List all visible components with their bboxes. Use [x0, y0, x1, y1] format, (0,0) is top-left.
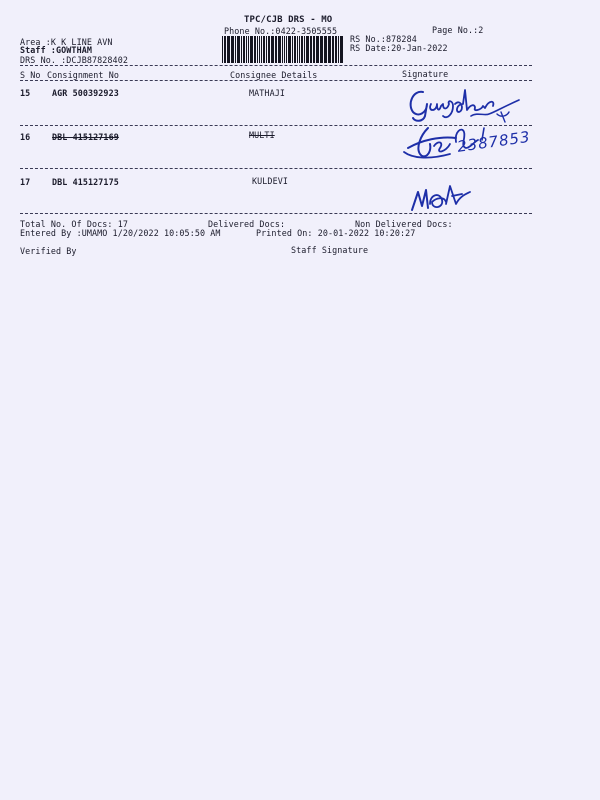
col-header-signature: Signature: [402, 69, 449, 79]
row-consignment: DBL 415127169: [52, 132, 119, 142]
page-number: Page No.:2: [432, 25, 484, 35]
divider: [20, 65, 532, 66]
handwritten-signature-row15: [405, 82, 525, 126]
barcode-bar: [254, 36, 256, 63]
entered-by: Entered By :UMAMO 1/20/2022 10:05:50 AM: [20, 228, 221, 238]
barcode-bar: [316, 36, 319, 63]
barcode-bar: [266, 36, 267, 63]
barcode-bar: [294, 36, 296, 63]
barcode-bar: [275, 36, 277, 63]
barcode-bar: [282, 36, 283, 63]
barcode-bar: [335, 36, 337, 63]
barcode-bar: [268, 36, 270, 63]
rs-date: RS Date:20-Jan-2022: [350, 43, 448, 53]
phone-number: Phone No.:0422-3505555: [224, 26, 338, 36]
verified-by: Verified By: [20, 246, 77, 256]
row-sno: 16: [20, 132, 31, 142]
barcode-bar: [246, 36, 247, 63]
barcode-bar: [301, 36, 303, 63]
barcode-bar: [261, 36, 262, 63]
barcode-bar: [324, 36, 327, 63]
barcode-bar: [250, 36, 253, 63]
divider: [20, 168, 532, 169]
row-sno: 15: [20, 88, 31, 98]
barcode-bar: [320, 36, 323, 63]
col-header-sno: S No: [20, 70, 41, 80]
barcode-bar: [340, 36, 343, 63]
barcode-bar: [299, 36, 300, 63]
row-consignee: KULDEVI: [252, 176, 288, 186]
row-consignment: AGR 500392923: [52, 88, 119, 98]
divider: [20, 213, 532, 214]
drs-number: DRS No. :DCJB87828402: [20, 55, 128, 65]
barcode-bar: [328, 36, 331, 63]
area-label: Area :K K LINE AVN: [20, 37, 113, 47]
row-consignee: MULTI: [249, 130, 275, 140]
barcode-bar: [292, 36, 293, 63]
col-header-consignee: Consignee Details: [230, 70, 318, 80]
barcode-bar: [288, 36, 291, 63]
barcode-bar: [235, 36, 236, 63]
non-delivered-docs: Non Delivered Docs:: [355, 219, 453, 229]
barcode-bar: [338, 36, 339, 63]
barcode-bar: [286, 36, 287, 63]
barcode-bar: [271, 36, 274, 63]
printed-on: Printed On: 20-01-2022 10:20:27: [256, 228, 416, 238]
total-docs: Total No. Of Docs: 17: [20, 219, 128, 229]
barcode-bar: [243, 36, 245, 63]
barcode-bar: [313, 36, 315, 63]
handwritten-signature-row17: [400, 180, 480, 214]
barcode-bar: [284, 36, 285, 63]
divider: [20, 80, 532, 81]
barcode-bar: [304, 36, 305, 63]
barcode-bar: [231, 36, 234, 63]
barcode-bar: [237, 36, 240, 63]
barcode-bar: [297, 36, 298, 63]
rs-number: RS No.:878284: [350, 34, 417, 44]
col-header-consignment: Consignment No: [47, 70, 119, 80]
barcode-bar: [263, 36, 265, 63]
row-sno: 17: [20, 177, 31, 187]
staff-name: Staff :GOWTHAM: [20, 45, 92, 55]
barcode-bar: [259, 36, 260, 63]
barcode-bar: [248, 36, 249, 63]
staff-signature-label: Staff Signature: [291, 245, 369, 255]
barcode-bar: [222, 36, 223, 63]
barcode-bar: [227, 36, 230, 63]
delivered-docs: Delivered Docs:: [208, 219, 286, 229]
row-consignee: MATHAJI: [249, 88, 285, 98]
barcode-bar: [310, 36, 312, 63]
barcode-bar: [257, 36, 258, 63]
handwritten-number: 2387853: [456, 127, 532, 156]
row-consignment: DBL 415127175: [52, 177, 119, 187]
barcode-bar: [241, 36, 242, 63]
barcode-bar: [224, 36, 226, 63]
barcode-bar: [306, 36, 309, 63]
barcode-bar: [278, 36, 281, 63]
document-title: TPC/CJB DRS - MO: [244, 15, 333, 25]
barcode-bar: [332, 36, 334, 63]
barcode: [222, 36, 346, 63]
